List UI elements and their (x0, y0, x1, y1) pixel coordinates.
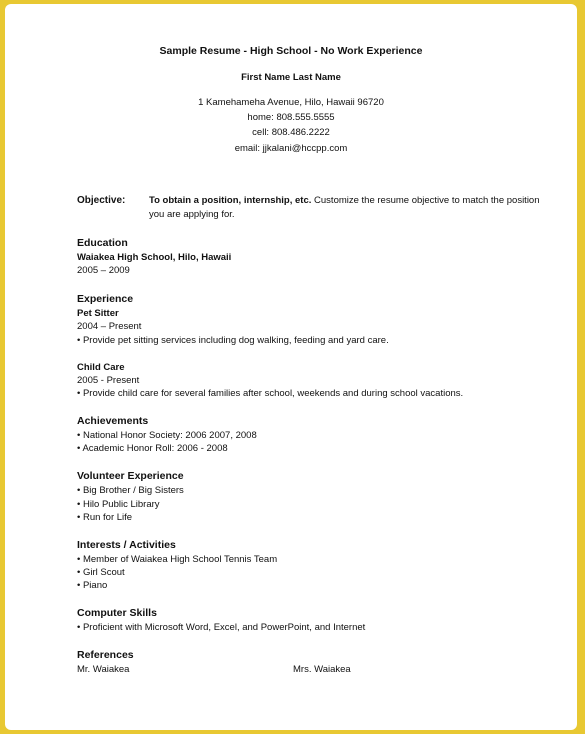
references-heading: References (77, 649, 134, 661)
achievements-heading: Achievements (77, 415, 149, 427)
job-title: Pet Sitter (77, 308, 119, 319)
skills-heading: Computer Skills (77, 607, 157, 619)
skill-item: • Proficient with Microsoft Word, Excel, and PowerPoint, and Internet (77, 622, 366, 633)
volunteer-heading: Volunteer Experience (77, 470, 184, 482)
job-description: • Provide pet sitting services including dog walking, feeding and yard care. (77, 335, 389, 346)
school-name: Waiakea High School, Hilo, Hawaii (77, 252, 232, 263)
interests-heading: Interests / Activities (77, 539, 176, 551)
volunteer-item: • Hilo Public Library (77, 499, 160, 510)
objective-body-text: Customize the resume objective to match the position you are applying for. (149, 195, 540, 220)
achievement-item: • Academic Honor Roll: 2006 - 2008 (77, 443, 228, 454)
objective-label: Objective: (77, 195, 126, 206)
document-title: Sample Resume - High School - No Work Experience (159, 45, 423, 57)
interest-item: • Girl Scout (77, 567, 125, 578)
achievement-item: • National Honor Society: 2006 2007, 2008 (77, 430, 257, 441)
reference-left: Mr. Waiakea (77, 664, 130, 675)
cell-phone: cell: 808.486.2222 (252, 127, 330, 138)
school-years: 2005 – 2009 (77, 265, 130, 276)
education-heading: Education (77, 237, 128, 249)
job-description: • Provide child care for several families after school, weekends and during school vacations. (77, 388, 464, 399)
volunteer-item: • Run for Life (77, 512, 133, 523)
interest-item: • Piano (77, 580, 108, 591)
applicant-name: First Name Last Name (241, 72, 341, 83)
email-line: email: jjkalani@hccpp.com (234, 143, 348, 154)
job-title: Child Care (77, 362, 125, 373)
home-phone: home: 808.555.5555 (247, 112, 335, 123)
job-dates: 2005 - Present (77, 375, 140, 386)
resume-page (5, 4, 577, 730)
reference-right: Mrs. Waiakea (293, 664, 351, 675)
objective-bold-text: To obtain a position, internship, etc. (149, 195, 312, 206)
experience-heading: Experience (77, 293, 134, 305)
interest-item: • Member of Waiakea High School Tennis Team (77, 554, 278, 565)
objective-text (149, 194, 544, 222)
job-dates: 2004 – Present (77, 321, 142, 332)
address-line: 1 Kamehameha Avenue, Hilo, Hawaii 96720 (198, 97, 384, 108)
volunteer-item: • Big Brother / Big Sisters (77, 485, 184, 496)
